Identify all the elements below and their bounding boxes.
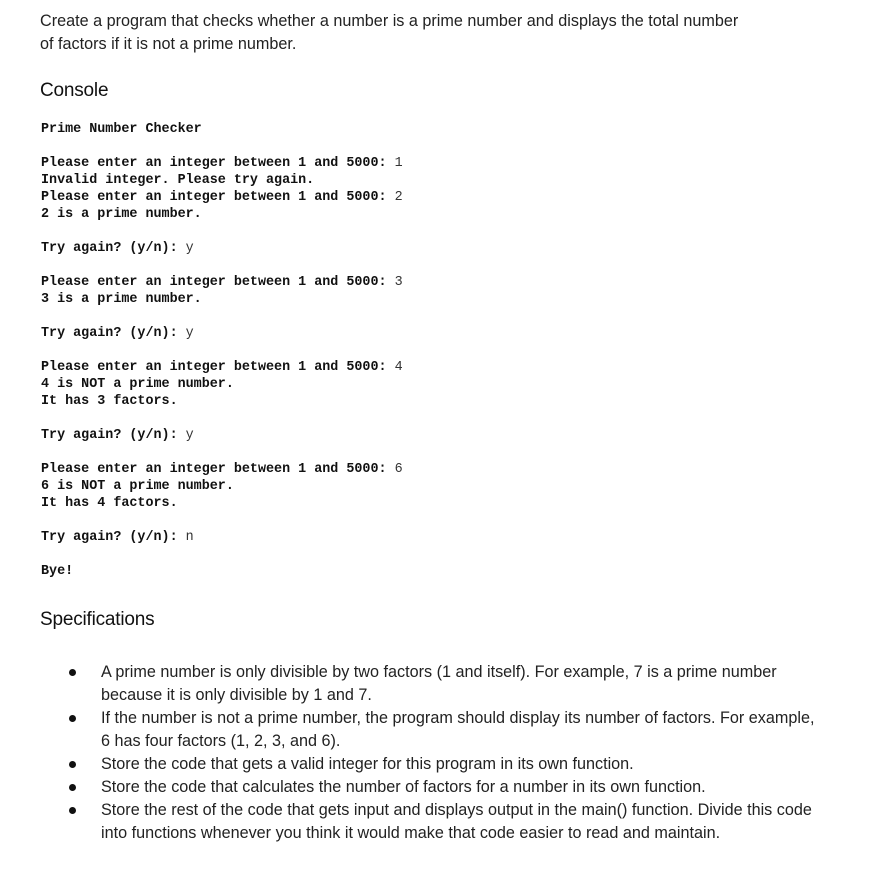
console-output-text: Bye! [41,564,74,579]
bullet-icon [69,715,76,722]
bullet-icon [69,669,76,676]
console-user-input: 1 [394,156,403,171]
console-line [41,495,821,512]
specifications-list [40,661,820,845]
spec-item [40,661,820,707]
console-output-text: Please enter an integer between 1 and 5000: [41,156,395,171]
spec-text: Store the code that gets a valid integer for this program in its own function. [101,755,634,773]
spec-item [40,707,820,753]
bullet-icon [69,807,76,814]
console-user-input: n [185,530,194,545]
specifications-heading: Specifications [40,609,155,630]
console-line [41,478,821,495]
console-output-text: Try again? (y/n): [41,530,186,545]
console-output-text: Please enter an integer between 1 and 5000: [41,360,395,375]
console-line [41,427,821,444]
console-line [41,563,821,580]
spec-text: A prime number is only divisible by two factors (1 and itself). For example, 7 is a prime number because it is only divisible by 1 and 7. [101,663,777,704]
console-user-input: y [185,326,194,341]
console-output-text: Invalid integer. Please try again. [41,173,315,188]
intro-paragraph: Create a program that checks whether a number is a prime number and displays the total number of factors if it is not a prime number. [40,12,739,53]
console-output-text: Please enter an integer between 1 and 5000: [41,275,395,290]
console-output-text: Try again? (y/n): [41,241,186,256]
spec-text: Store the rest of the code that gets input and displays output in the main() function. Divide this code into functions whenever you think it would make that code easier to read and maintain. [101,801,812,842]
spec-item [40,776,820,799]
console-line [41,172,821,189]
console-output-text: Prime Number Checker [41,122,202,137]
console-output-text: It has 3 factors. [41,394,178,409]
bullet-icon [69,761,76,768]
console-line [41,325,821,342]
spec-item [40,799,820,845]
console-line [41,461,821,478]
bullet-icon [69,784,76,791]
console-user-input: y [185,428,194,443]
console-output-text: 6 is NOT a prime number. [41,479,234,494]
console-output-text: Please enter an integer between 1 and 5000: [41,462,395,477]
console-line [41,308,821,325]
console-output-text: 3 is a prime number. [41,292,202,307]
console-line [41,512,821,529]
console-line [41,444,821,461]
console-line [41,189,821,206]
console-user-input: 6 [394,462,403,477]
console-user-input: 3 [394,275,403,290]
console-line [41,546,821,563]
spec-item [40,753,820,776]
console-user-input: 4 [394,360,403,375]
console-output-text: Try again? (y/n): [41,326,186,341]
console-output-text: 2 is a prime number. [41,207,202,222]
console-line [41,342,821,359]
console-line [41,274,821,291]
console-line [41,529,821,546]
console-line [41,121,821,138]
console-line [41,206,821,223]
console-output [41,121,821,580]
console-user-input: 2 [394,190,403,205]
console-line [41,223,821,240]
console-line [41,376,821,393]
console-line [41,138,821,155]
console-line [41,393,821,410]
console-line [41,291,821,308]
console-line [41,257,821,274]
console-heading: Console [40,80,109,101]
console-output-text: 4 is NOT a prime number. [41,377,234,392]
console-output-text: Please enter an integer between 1 and 5000: [41,190,395,205]
spec-text: If the number is not a prime number, the program should display its number of factors. For example, 6 has four factors (1, 2, 3, and 6). [101,709,815,750]
console-line [41,410,821,427]
console-output-text: It has 4 factors. [41,496,178,511]
console-line [41,240,821,257]
console-line [41,359,821,376]
spec-text: Store the code that calculates the number of factors for a number in its own function. [101,778,706,796]
console-line [41,155,821,172]
console-output-text: Try again? (y/n): [41,428,186,443]
console-user-input: y [185,241,194,256]
